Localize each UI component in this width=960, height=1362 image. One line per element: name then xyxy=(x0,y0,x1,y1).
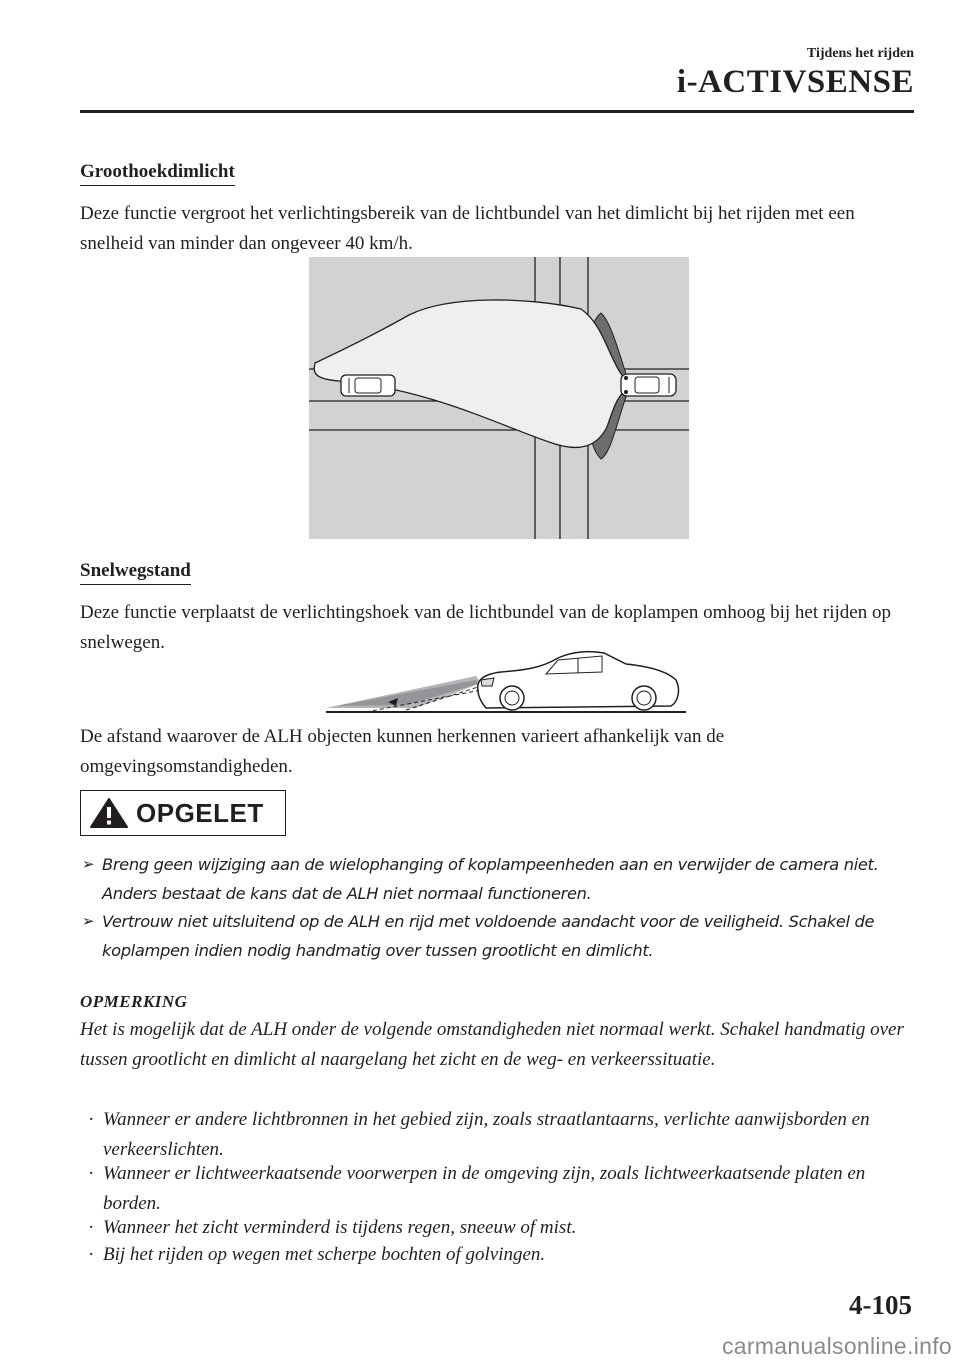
running-header-section: Tijdens het rijden xyxy=(806,46,914,61)
list-item: · Wanneer er andere lichtbronnen in het gebied zijn, zoals straatlantaarns, verlichte aanwijsborden en verkeerslichten. xyxy=(88,1105,918,1165)
bullet-dot-icon: · xyxy=(88,1244,95,1265)
note-title: OPMERKING xyxy=(80,992,188,1011)
watermark: carmanualsonline.info xyxy=(721,1333,952,1359)
detection-range-text: De afstand waarover de ALH objecten kunnen herkennen varieert afhankelijk van de omgevingsomstandigheden. xyxy=(80,726,725,777)
caution-box xyxy=(80,790,286,836)
highway-mode-illustration xyxy=(326,650,686,718)
page-number: 4-105 xyxy=(849,1290,912,1320)
caution-item: ➢ Breng geen wijziging aan de wielophanging of koplampeenheden aan en verwijder de camera niet. Anders bestaat de kans dat de ALH niet normaal functioneren. xyxy=(82,850,902,908)
header-rule xyxy=(80,110,914,113)
wide-angle-beam-illustration xyxy=(309,257,689,539)
bullet-dot-icon: · xyxy=(88,1163,95,1184)
warning-triangle-icon xyxy=(90,797,128,829)
list-item: · Wanneer het zicht verminderd is tijdens regen, sneeuw of mist. xyxy=(88,1213,918,1243)
list-item: · Bij het rijden op wegen met scherpe bochten of golvingen. xyxy=(88,1240,918,1270)
note-text: Het is mogelijk dat de ALH onder de volgende omstandigheden niet normaal werkt. Schakel handmatig over tussen grootlicht en dimlicht al naargelang het zicht en de weg- en verkeerssituatie. xyxy=(80,1019,904,1070)
highway-text: Deze functie verplaatst de verlichtingshoek van de lichtbundel van de koplampen omhoog bij het rijden op snelwegen. xyxy=(80,602,891,653)
running-header-chapter: i-ACTIVSENSE xyxy=(676,64,914,100)
caution-label: OPGELET xyxy=(136,797,264,828)
caution-item: ➢ Vertrouw niet uitsluitend op de ALH en rijd met voldoende aandacht voor de veiligheid. Schakel de koplampen indien nodig handmatig over tussen grootlicht en dimlicht. xyxy=(82,907,902,965)
arrow-bullet-icon: ➢ xyxy=(82,855,95,873)
bullet-dot-icon: · xyxy=(88,1109,95,1130)
arrow-bullet-icon: ➢ xyxy=(82,912,95,930)
highway-heading: Snelwegstand xyxy=(80,561,191,585)
wide-angle-text: Deze functie vergroot het verlichtingsbereik van de lichtbundel van het dimlicht bij het rijden met een snelheid van minder dan ongeveer 40 km/h. xyxy=(80,203,855,254)
car-left-icon xyxy=(341,375,395,396)
wide-angle-heading: Groothoekdimlicht xyxy=(80,162,235,186)
car-right-icon xyxy=(621,374,676,396)
list-item: · Wanneer er lichtweerkaatsende voorwerpen in de omgeving zijn, zoals lichtweerkaatsende platen en borden. xyxy=(88,1159,918,1219)
bullet-dot-icon: · xyxy=(88,1217,95,1238)
